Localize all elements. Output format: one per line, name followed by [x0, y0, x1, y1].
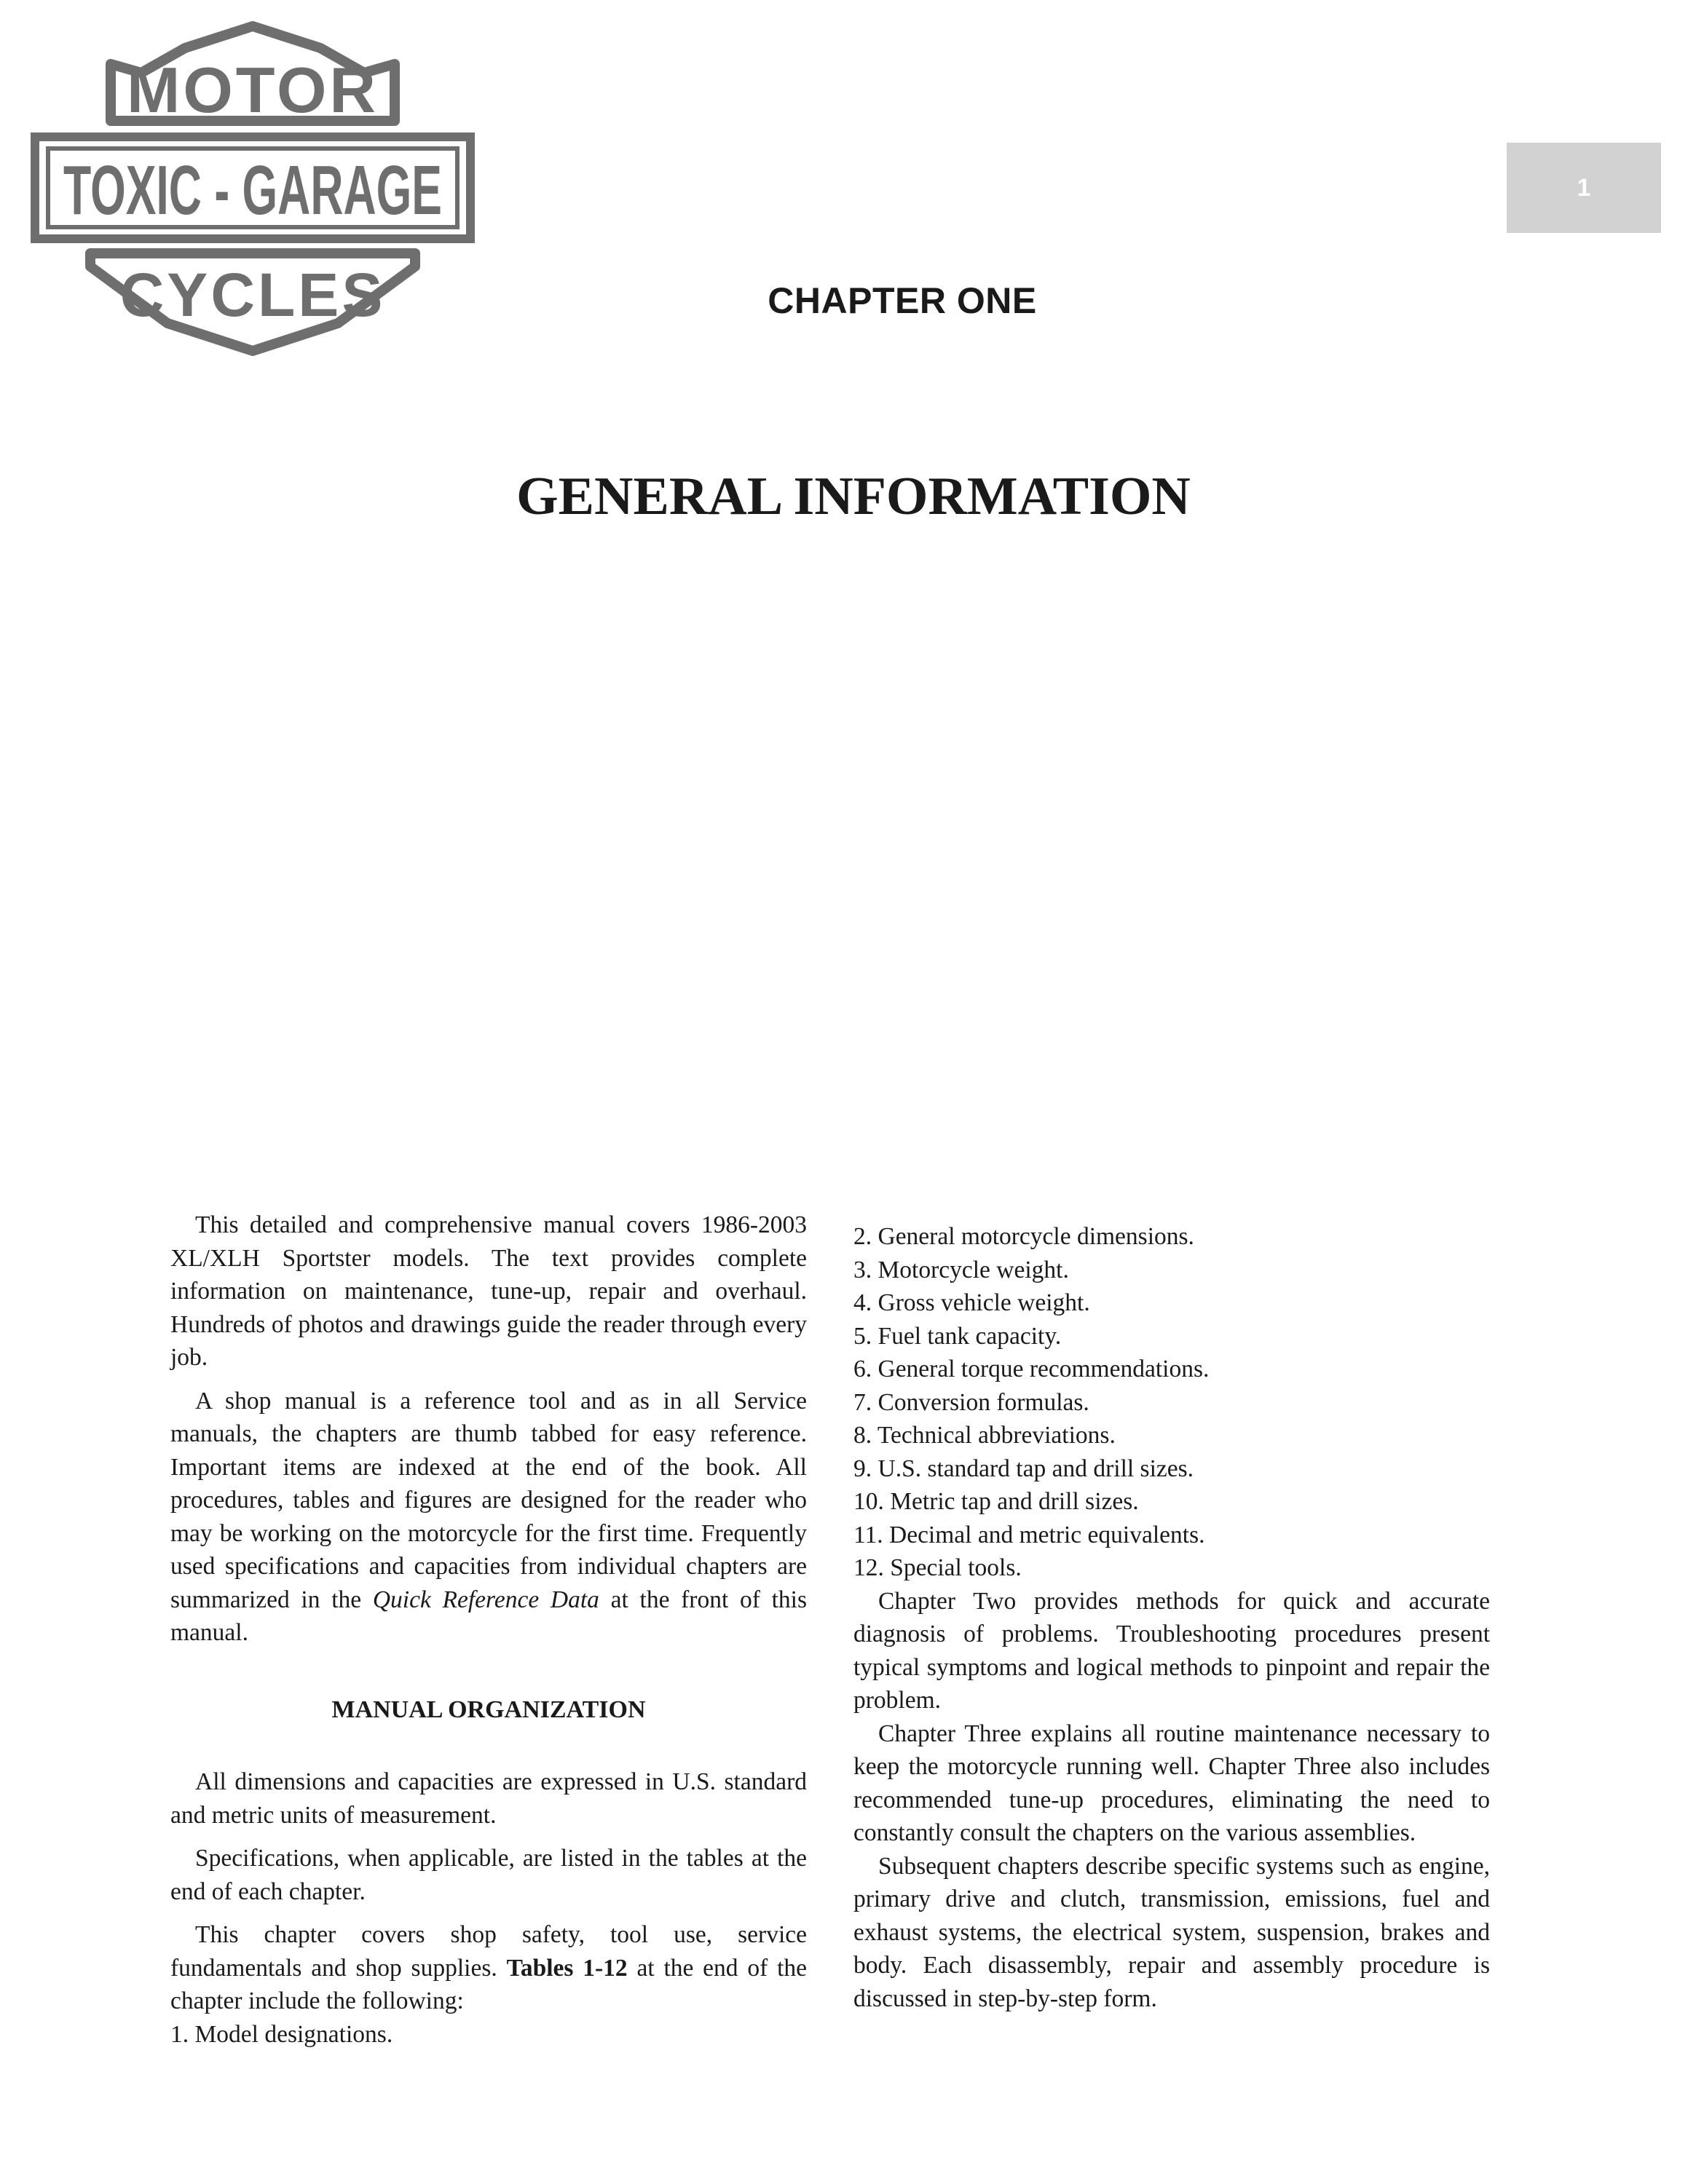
list-item: 11. Decimal and metric equivalents. — [853, 1521, 1205, 1548]
list-item: 3. Motorcycle weight. — [853, 1256, 1069, 1283]
logo-toxic-garage-text: TOXIC - GARAGE — [63, 151, 442, 229]
chapter-covers-text-after: at the end of the chapter include the following: — [170, 1954, 808, 2014]
list-item: 12. Special tools. — [853, 1554, 1022, 1581]
list-item: 10. Metric tap and drill sizes. — [853, 1488, 1139, 1515]
list-item: 1. Model designations. — [170, 2020, 393, 2048]
dimensions-paragraph: All dimensions and capacities are expressed in U.S. standard and metric units of measurement. — [170, 1768, 807, 1829]
list-item: 6. General torque recommendations. — [853, 1356, 1210, 1382]
list-item: 5. Fuel tank capacity. — [853, 1322, 1062, 1350]
right-column — [853, 1220, 1490, 2015]
left-column — [170, 1208, 807, 2051]
quick-reference-data-ref: Quick Reference Data — [372, 1586, 599, 1613]
intro-paragraph: This detailed and comprehensive manual covers 1986-2003 XL/XLH Sportster models. The text provides complete information on maintenance, tune-up, repair and overhaul. Hundreds of photos and drawings guide the reader through every job. — [170, 1211, 807, 1371]
manual-organization-heading: MANUAL ORGANIZATION — [331, 1696, 646, 1723]
list-item: 4. Gross vehicle weight. — [853, 1289, 1090, 1316]
list-item: 7. Conversion formulas. — [853, 1388, 1089, 1416]
subsequent-chapters-paragraph: Subsequent chapters describe specific systems such as engine, primary drive and clutch, transmission, emissions, fuel and exhaust systems, the electrical system, suspension, brakes and body. Each disassembly, repair and assembly procedure is discussed in step-by-step form. — [853, 1852, 1490, 2012]
chapter-three-paragraph: Chapter Three explains all routine maintenance necessary to keep the motorcycle running well. Chapter Three also includes recommended tune-up procedures, eliminating the need to constantly consult the chapters on the various assemblies. — [853, 1720, 1490, 1846]
chapter-covers-text-before: This chapter covers shop safety, tool use, service fundamentals and shop supplies. — [170, 1921, 807, 1982]
shop-manual-paragraph — [170, 1385, 807, 1650]
tables-list — [853, 1220, 1490, 1585]
specifications-paragraph: Specifications, when applicable, are listed in the tables at the end of each chapter. — [170, 1845, 807, 1905]
chapter-label: CHAPTER ONE — [768, 280, 1037, 321]
logo-motor-text: MOTOR — [127, 54, 379, 126]
list-item: 9. U.S. standard tap and drill sizes. — [853, 1455, 1194, 1482]
thumb-tab-label: 1 — [1577, 173, 1591, 202]
chapter-two-paragraph: Chapter Two provides methods for quick and accurate diagnosis of problems. Troubleshooting procedures present typical symptoms and logical methods to pinpoint and repair the problem. — [853, 1587, 1490, 1714]
logo-cycles-text: CYCLES — [119, 261, 386, 329]
shop-manual-text-after: at the front of this manual. — [170, 1586, 807, 1646]
shop-manual-text-before: A shop manual is a reference tool and as in all Service manuals, the chapters are thumb tabbed for easy reference. Important items are indexed at the end of the book. All procedures, tables and figures are designed for the reader who may be working on the motorcycle for the first time. Frequently used specifications and capacities from individual chapters are summarized in the — [170, 1387, 807, 1613]
chapter-thumb-tab — [1507, 143, 1661, 233]
chapter-title: GENERAL INFORMATION — [516, 467, 1191, 526]
list-item: 8. Technical abbreviations. — [853, 1422, 1116, 1449]
list-item: 2. General motorcycle dimensions. — [853, 1223, 1194, 1250]
chapter-covers-paragraph — [170, 1918, 807, 2018]
tables-reference: Tables 1-12 — [506, 1954, 628, 1982]
